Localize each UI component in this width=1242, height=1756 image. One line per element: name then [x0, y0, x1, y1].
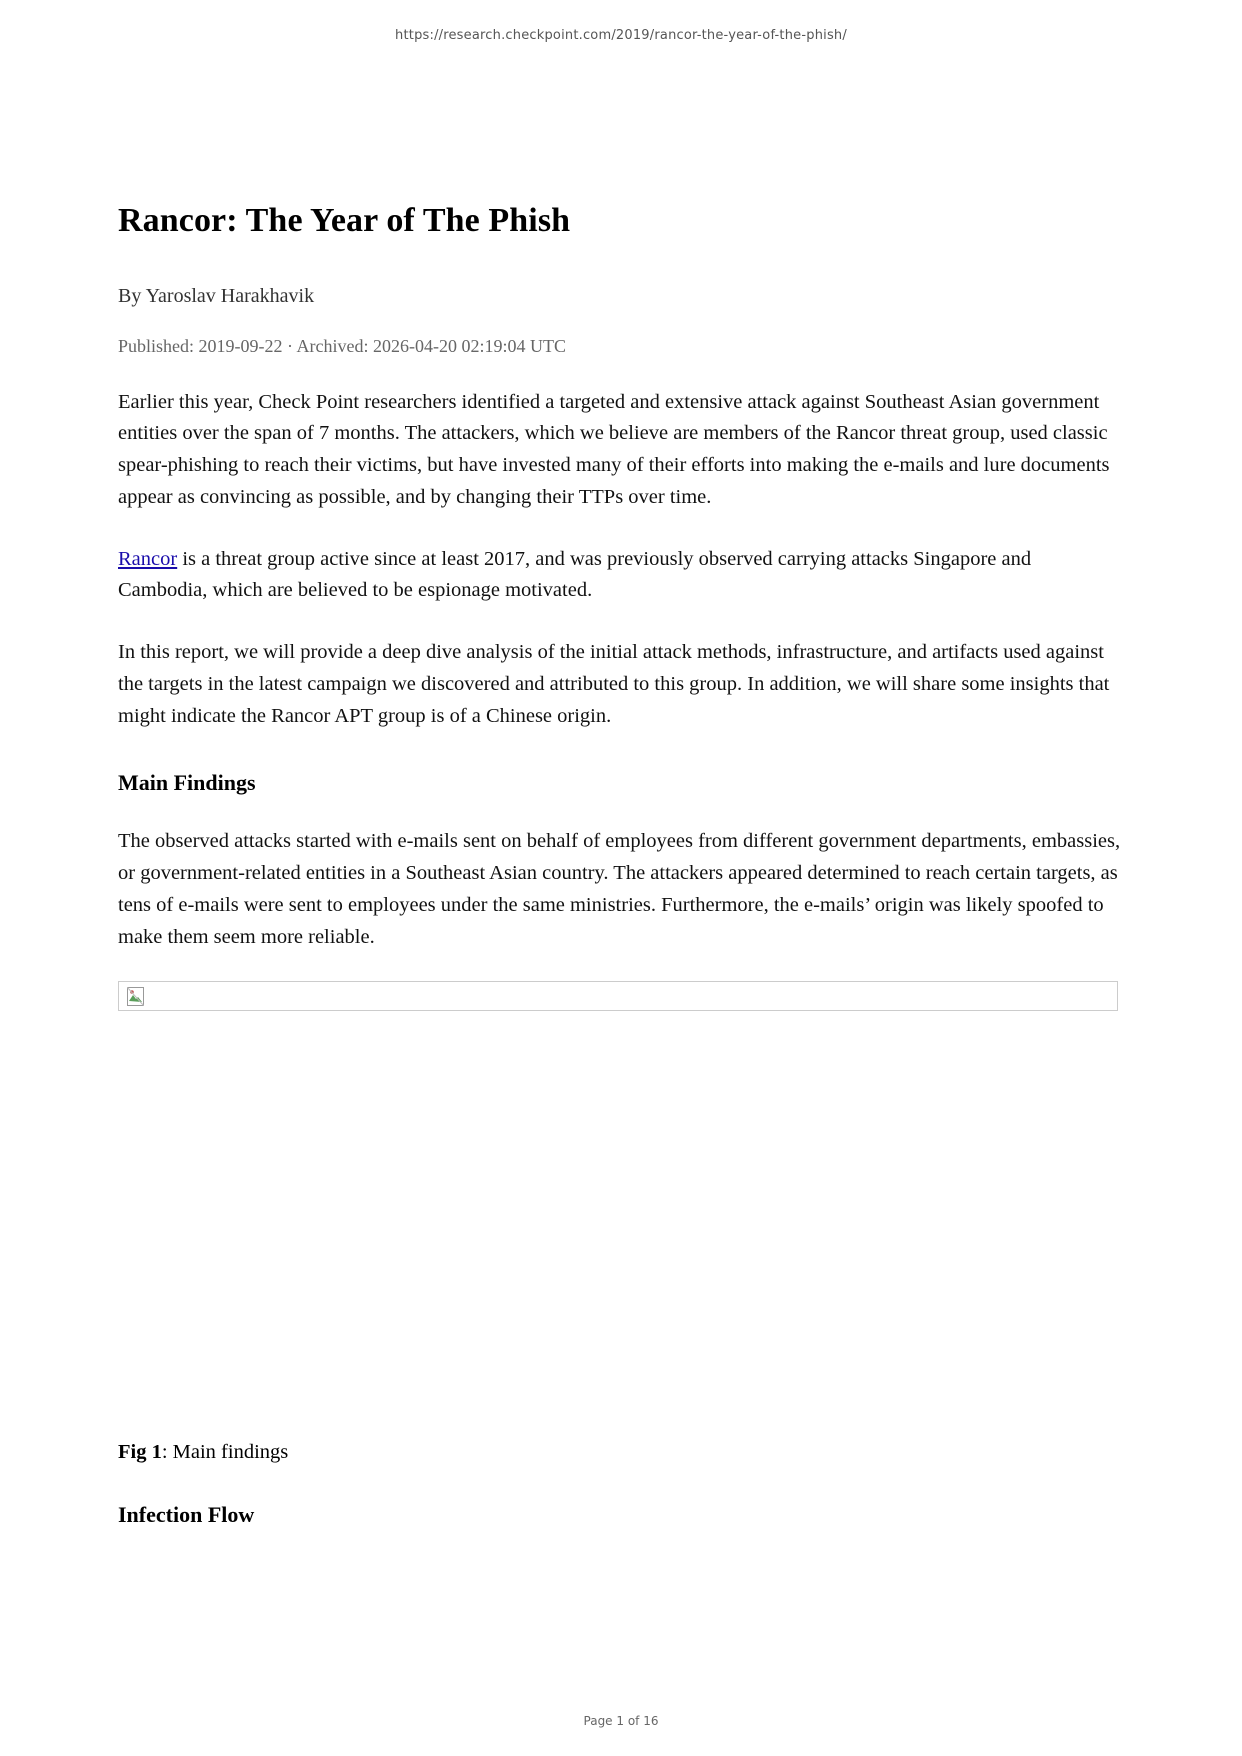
figure-caption-text: : Main findings [161, 1441, 289, 1464]
article-publication-info: Published: 2019-09-22 · Archived: 2026-04-20 02:19:04 UTC [118, 335, 566, 356]
paragraph-observed-attacks: The observed attacks started with e-mails sent on behalf of employees from different government departments, embassies, or government-related entities in a Southeast Asian country. The attackers appeared determined to reach certain targets, as tens of e-mails were sent to employees under the same ministries. Furthermore, the e-mails’ origin was likely spoofed to make them seem more reliable. [118, 830, 1121, 948]
article-byline: By Yaroslav Harakhavik [118, 284, 315, 307]
page-title: Rancor: The Year of The Phish [118, 202, 571, 239]
page-footer: Page 1 of 16 [583, 1714, 659, 1728]
figure-image-placeholder [118, 981, 1118, 1011]
heading-infection-flow: Infection Flow [118, 1502, 255, 1528]
page-header-url: https://research.checkpoint.com/2019/rancor-the-year-of-the-phish/ [395, 28, 847, 43]
heading-main-findings: Main Findings [118, 770, 256, 796]
article-content [118, 200, 1122, 1528]
paragraph-rancor-group-text: is a threat group active since at least 2017, and was previously observed carrying attacks Singapore and Cambodia, which are believed to be espionage motivated. [118, 547, 1032, 602]
paragraph-rancor-group [118, 544, 1122, 608]
paragraph-report-scope: In this report, we will provide a deep dive analysis of the initial attack methods, infrastructure, and artifacts used against the targets in the latest campaign we discovered and attributed to this group. In addition, we will share some insights that might indicate the Rancor APT group is of a Chinese origin. [118, 641, 1110, 727]
figure-caption [118, 1441, 1122, 1464]
broken-image-icon [127, 987, 144, 1006]
figure-whitespace [118, 1011, 1122, 1441]
rancor-link[interactable]: Rancor [118, 547, 178, 570]
figure-caption-label: Fig 1 [118, 1441, 162, 1464]
paragraph-intro: Earlier this year, Check Point researchers identified a targeted and extensive attack against Southeast Asian government entities over the span of 7 months. The attackers, which we believe are members of the Rancor threat group, used classic spear-phishing to reach their victims, but have invested many of their efforts into making the e-mails and lure documents appear as convincing as possible, and by changing their TTPs over time. [118, 390, 1110, 508]
